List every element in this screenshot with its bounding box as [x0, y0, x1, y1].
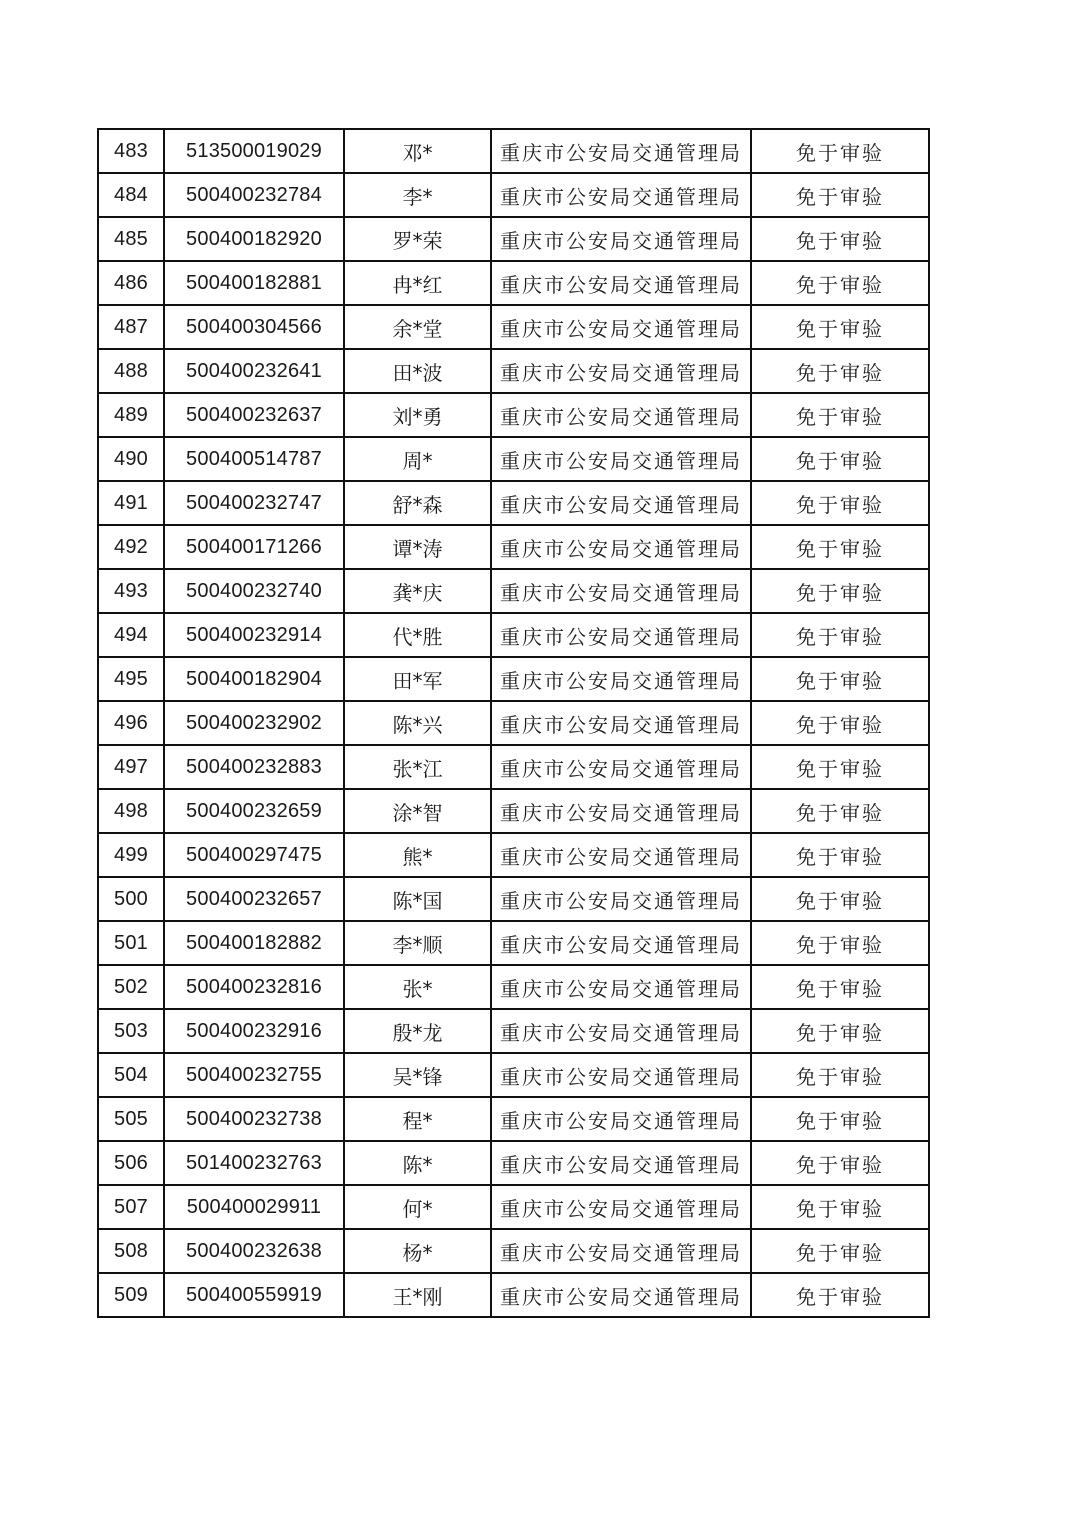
record-status: 免于审验 [751, 1185, 929, 1229]
table-row [98, 1273, 929, 1317]
record-id: 500400232916 [164, 1009, 344, 1053]
record-status: 免于审验 [751, 569, 929, 613]
record-id: 500400182904 [164, 657, 344, 701]
record-id: 500400232637 [164, 393, 344, 437]
record-name: 殷*龙 [344, 1009, 491, 1053]
record-name: 刘*勇 [344, 393, 491, 437]
record-name: 王*刚 [344, 1273, 491, 1317]
record-authority: 重庆市公安局交通管理局 [491, 569, 751, 613]
record-number: 503 [98, 1009, 164, 1053]
record-authority: 重庆市公安局交通管理局 [491, 789, 751, 833]
table-row [98, 1097, 929, 1141]
record-id: 513500019029 [164, 129, 344, 173]
table-row [98, 173, 929, 217]
record-status: 免于审验 [751, 789, 929, 833]
record-id: 500400029911 [164, 1185, 344, 1229]
record-name: 龚*庆 [344, 569, 491, 613]
record-name: 程* [344, 1097, 491, 1141]
record-authority: 重庆市公安局交通管理局 [491, 393, 751, 437]
record-authority: 重庆市公安局交通管理局 [491, 261, 751, 305]
record-number: 506 [98, 1141, 164, 1185]
table-row [98, 965, 929, 1009]
table-row [98, 921, 929, 965]
record-number: 494 [98, 613, 164, 657]
record-authority: 重庆市公安局交通管理局 [491, 877, 751, 921]
record-name: 陈* [344, 1141, 491, 1185]
record-id: 500400559919 [164, 1273, 344, 1317]
record-id: 500400232657 [164, 877, 344, 921]
record-name: 田*军 [344, 657, 491, 701]
records-table [97, 128, 930, 1318]
record-name: 李* [344, 173, 491, 217]
record-number: 498 [98, 789, 164, 833]
record-number: 505 [98, 1097, 164, 1141]
record-status: 免于审验 [751, 657, 929, 701]
record-name: 李*顺 [344, 921, 491, 965]
record-authority: 重庆市公安局交通管理局 [491, 217, 751, 261]
record-number: 495 [98, 657, 164, 701]
record-status: 免于审验 [751, 1273, 929, 1317]
record-number: 508 [98, 1229, 164, 1273]
record-status: 免于审验 [751, 129, 929, 173]
record-id: 500400297475 [164, 833, 344, 877]
record-name: 张*江 [344, 745, 491, 789]
record-authority: 重庆市公安局交通管理局 [491, 1141, 751, 1185]
record-id: 500400232747 [164, 481, 344, 525]
record-name: 罗*荣 [344, 217, 491, 261]
record-authority: 重庆市公安局交通管理局 [491, 1273, 751, 1317]
record-status: 免于审验 [751, 525, 929, 569]
record-authority: 重庆市公安局交通管理局 [491, 173, 751, 217]
record-authority: 重庆市公安局交通管理局 [491, 1097, 751, 1141]
record-status: 免于审验 [751, 1053, 929, 1097]
record-name: 舒*森 [344, 481, 491, 525]
record-name: 陈*国 [344, 877, 491, 921]
record-name: 陈*兴 [344, 701, 491, 745]
record-id: 500400232902 [164, 701, 344, 745]
record-authority: 重庆市公安局交通管理局 [491, 921, 751, 965]
table-row [98, 1141, 929, 1185]
record-authority: 重庆市公安局交通管理局 [491, 1229, 751, 1273]
record-status: 免于审验 [751, 1141, 929, 1185]
record-status: 免于审验 [751, 217, 929, 261]
record-id: 500400232816 [164, 965, 344, 1009]
record-number: 509 [98, 1273, 164, 1317]
record-name: 邓* [344, 129, 491, 173]
record-number: 501 [98, 921, 164, 965]
record-authority: 重庆市公安局交通管理局 [491, 305, 751, 349]
record-authority: 重庆市公安局交通管理局 [491, 481, 751, 525]
record-authority: 重庆市公安局交通管理局 [491, 701, 751, 745]
table-row [98, 877, 929, 921]
record-id: 500400232755 [164, 1053, 344, 1097]
record-id: 500400232638 [164, 1229, 344, 1273]
record-number: 500 [98, 877, 164, 921]
record-number: 493 [98, 569, 164, 613]
table-row [98, 393, 929, 437]
record-id: 500400232738 [164, 1097, 344, 1141]
record-number: 486 [98, 261, 164, 305]
table-row [98, 481, 929, 525]
table-row [98, 1053, 929, 1097]
record-name: 代*胜 [344, 613, 491, 657]
record-number: 490 [98, 437, 164, 481]
record-number: 507 [98, 1185, 164, 1229]
record-status: 免于审验 [751, 437, 929, 481]
record-authority: 重庆市公安局交通管理局 [491, 745, 751, 789]
record-name: 杨* [344, 1229, 491, 1273]
table-row [98, 1229, 929, 1273]
table-row [98, 701, 929, 745]
table-row [98, 349, 929, 393]
record-status: 免于审验 [751, 393, 929, 437]
record-status: 免于审验 [751, 481, 929, 525]
record-number: 484 [98, 173, 164, 217]
record-authority: 重庆市公安局交通管理局 [491, 1185, 751, 1229]
record-id: 500400232740 [164, 569, 344, 613]
record-name: 余*堂 [344, 305, 491, 349]
record-name: 谭*涛 [344, 525, 491, 569]
record-authority: 重庆市公安局交通管理局 [491, 1009, 751, 1053]
record-number: 499 [98, 833, 164, 877]
record-id: 500400232659 [164, 789, 344, 833]
record-authority: 重庆市公安局交通管理局 [491, 129, 751, 173]
table-row [98, 305, 929, 349]
table-row [98, 657, 929, 701]
record-number: 491 [98, 481, 164, 525]
table-row [98, 1185, 929, 1229]
record-status: 免于审验 [751, 877, 929, 921]
record-number: 504 [98, 1053, 164, 1097]
record-status: 免于审验 [751, 261, 929, 305]
record-status: 免于审验 [751, 965, 929, 1009]
record-id: 500400182882 [164, 921, 344, 965]
record-name: 吴*锋 [344, 1053, 491, 1097]
record-authority: 重庆市公安局交通管理局 [491, 833, 751, 877]
record-number: 487 [98, 305, 164, 349]
record-authority: 重庆市公安局交通管理局 [491, 613, 751, 657]
record-name: 周* [344, 437, 491, 481]
records-table-body [98, 129, 929, 1317]
record-authority: 重庆市公安局交通管理局 [491, 657, 751, 701]
record-name: 涂*智 [344, 789, 491, 833]
record-number: 502 [98, 965, 164, 1009]
table-row [98, 525, 929, 569]
record-id: 500400304566 [164, 305, 344, 349]
record-number: 489 [98, 393, 164, 437]
table-row [98, 569, 929, 613]
record-id: 500400232784 [164, 173, 344, 217]
record-id: 500400232883 [164, 745, 344, 789]
table-row [98, 437, 929, 481]
record-name: 熊* [344, 833, 491, 877]
record-id: 500400232914 [164, 613, 344, 657]
record-authority: 重庆市公安局交通管理局 [491, 1053, 751, 1097]
record-number: 485 [98, 217, 164, 261]
record-name: 何* [344, 1185, 491, 1229]
table-row [98, 613, 929, 657]
record-id: 500400232641 [164, 349, 344, 393]
table-row [98, 1009, 929, 1053]
record-status: 免于审验 [751, 173, 929, 217]
record-authority: 重庆市公安局交通管理局 [491, 525, 751, 569]
record-id: 500400182920 [164, 217, 344, 261]
record-id: 500400514787 [164, 437, 344, 481]
record-status: 免于审验 [751, 833, 929, 877]
record-status: 免于审验 [751, 349, 929, 393]
table-row [98, 261, 929, 305]
record-status: 免于审验 [751, 745, 929, 789]
record-number: 488 [98, 349, 164, 393]
record-number: 497 [98, 745, 164, 789]
record-id: 500400171266 [164, 525, 344, 569]
record-number: 492 [98, 525, 164, 569]
table-row [98, 833, 929, 877]
record-status: 免于审验 [751, 1009, 929, 1053]
record-number: 483 [98, 129, 164, 173]
record-authority: 重庆市公安局交通管理局 [491, 349, 751, 393]
record-number: 496 [98, 701, 164, 745]
record-name: 张* [344, 965, 491, 1009]
record-status: 免于审验 [751, 305, 929, 349]
table-row [98, 129, 929, 173]
record-status: 免于审验 [751, 1097, 929, 1141]
record-status: 免于审验 [751, 921, 929, 965]
record-name: 冉*红 [344, 261, 491, 305]
record-authority: 重庆市公安局交通管理局 [491, 965, 751, 1009]
table-row [98, 789, 929, 833]
record-name: 田*波 [344, 349, 491, 393]
record-status: 免于审验 [751, 613, 929, 657]
record-id: 501400232763 [164, 1141, 344, 1185]
record-status: 免于审验 [751, 1229, 929, 1273]
record-status: 免于审验 [751, 701, 929, 745]
table-row [98, 745, 929, 789]
record-authority: 重庆市公安局交通管理局 [491, 437, 751, 481]
table-row [98, 217, 929, 261]
record-id: 500400182881 [164, 261, 344, 305]
